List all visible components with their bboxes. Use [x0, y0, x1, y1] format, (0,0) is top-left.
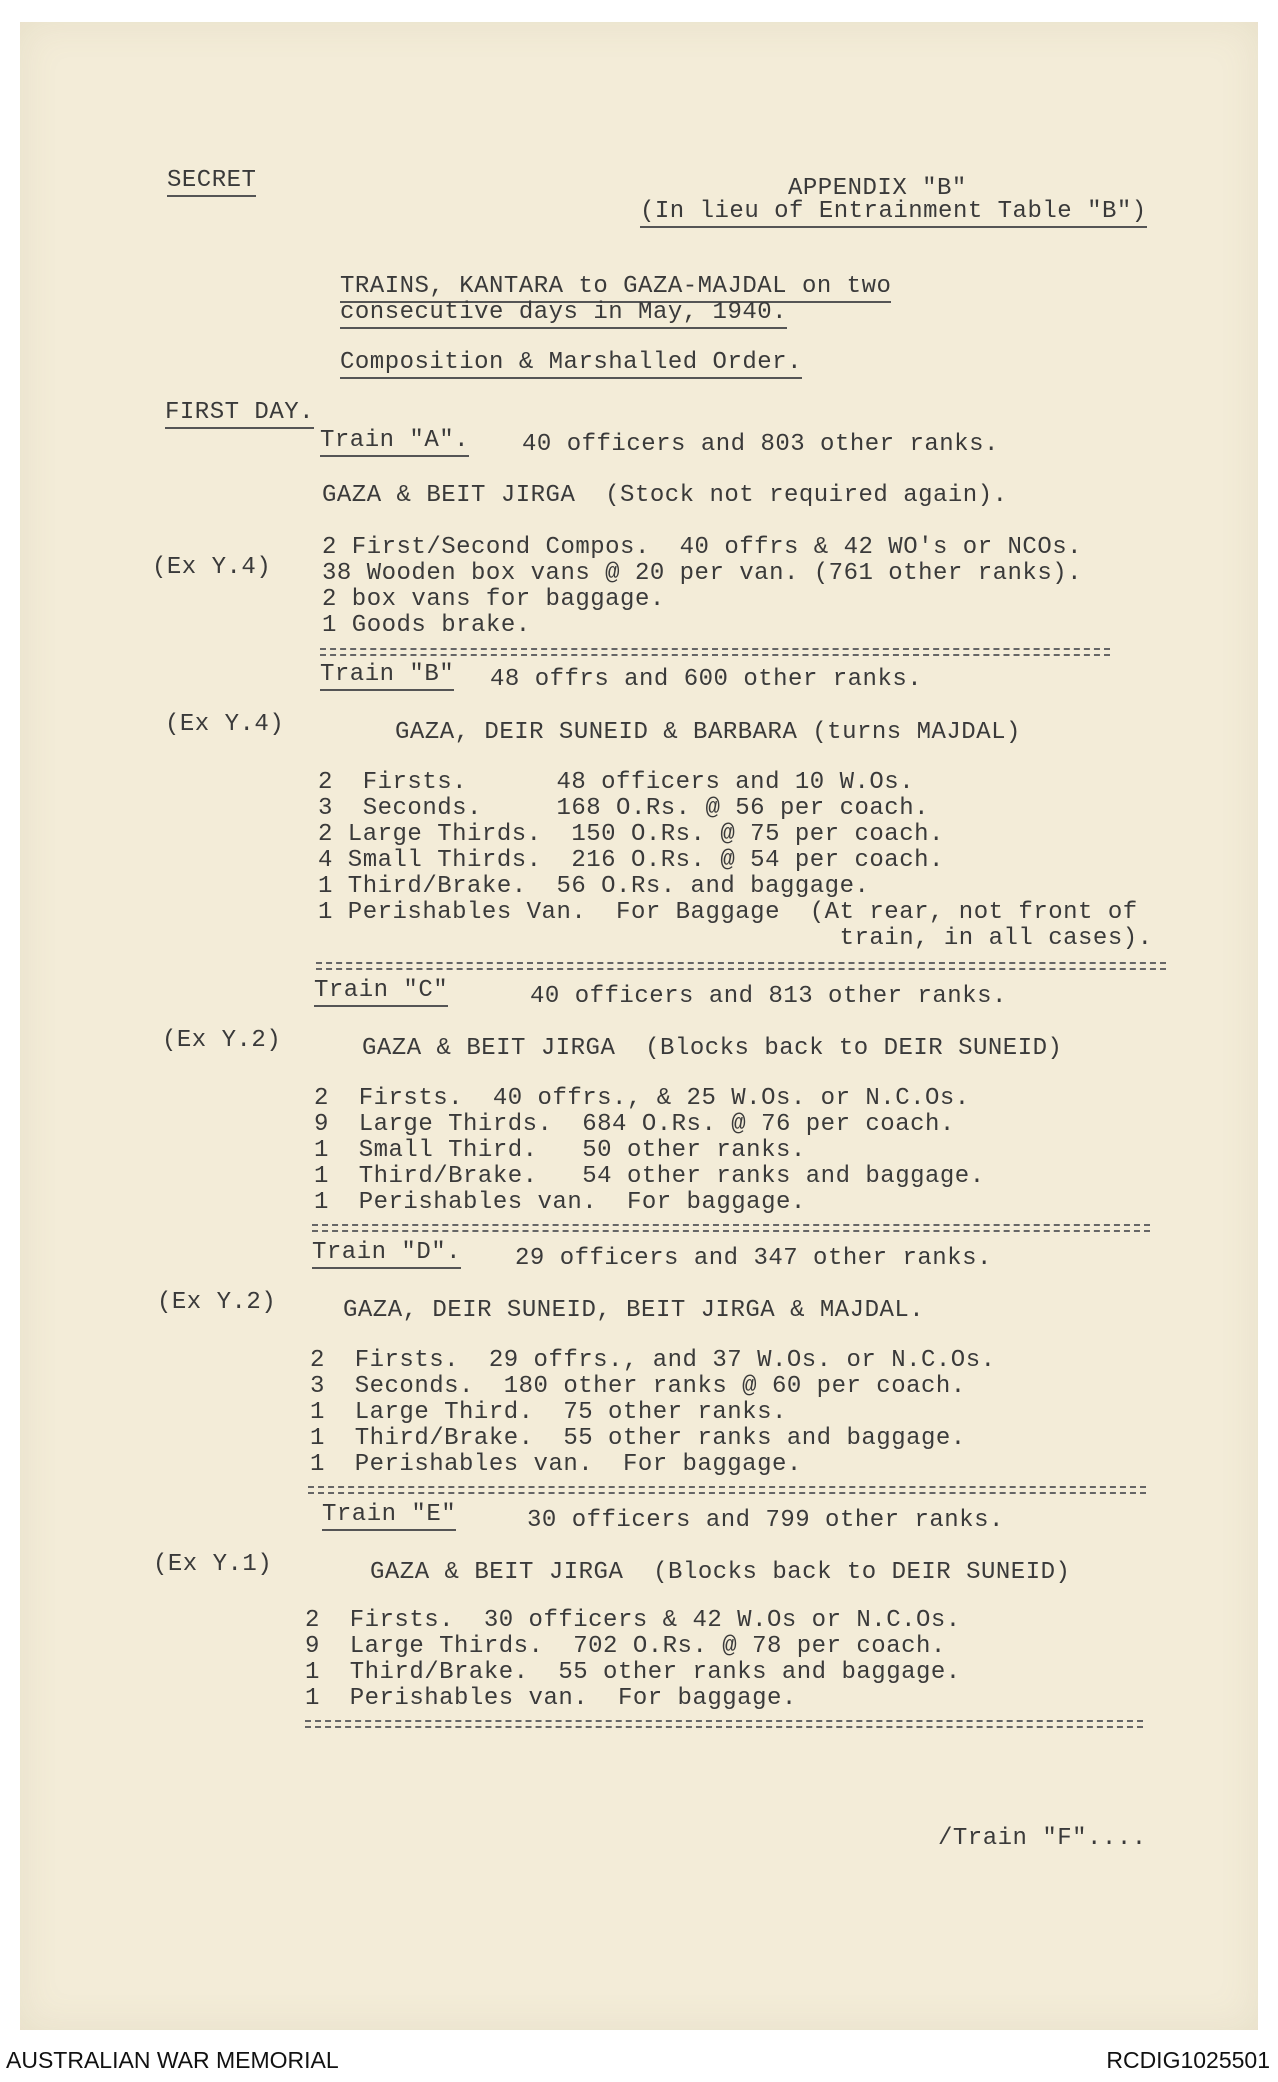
- train-b-line: 4 Small Thirds. 216 O.Rs. @ 54 per coach.: [318, 847, 944, 874]
- train-b-line: train, in all cases).: [318, 925, 1153, 952]
- train-d-heading: Train "D".: [312, 1240, 461, 1269]
- title-line-1: TRAINS, KANTARA to GAZA-MAJDAL on two: [340, 274, 891, 303]
- train-b-line: 3 Seconds. 168 O.Rs. @ 56 per coach.: [318, 795, 929, 822]
- train-b-line: 2 Large Thirds. 150 O.Rs. @ 75 per coach.: [318, 821, 944, 848]
- train-a-line: 2 First/Second Compos. 40 offrs & 42 WO's or NCOs.: [322, 534, 1083, 561]
- train-d-summary: 29 officers and 347 other ranks.: [515, 1245, 992, 1272]
- footer-id: RCDIG1025501: [1106, 2047, 1270, 2073]
- train-a-route: GAZA & BEIT JIRGA (Stock not required again).: [322, 482, 1008, 509]
- composition-heading: Composition & Marshalled Order.: [340, 350, 802, 379]
- footer-source: AUSTRALIAN WAR MEMORIAL: [6, 2047, 339, 2073]
- train-d-ex: (Ex Y.2): [157, 1289, 277, 1316]
- train-a-summary: 40 officers and 803 other ranks.: [522, 431, 999, 458]
- train-a-ex: (Ex Y.4): [152, 554, 272, 581]
- train-c-line: 9 Large Thirds. 684 O.Rs. @ 76 per coach.: [314, 1111, 955, 1138]
- train-c-line: 1 Perishables van. For baggage.: [314, 1189, 806, 1216]
- train-e-line: 1 Perishables van. For baggage.: [305, 1685, 797, 1712]
- train-e-line: 9 Large Thirds. 702 O.Rs. @ 78 per coach.: [305, 1633, 946, 1660]
- train-e-ex: (Ex Y.1): [153, 1551, 273, 1578]
- divider: [316, 962, 1166, 970]
- divider: [320, 648, 1110, 656]
- train-b-summary: 48 offrs and 600 other ranks.: [490, 666, 923, 693]
- train-c-line: 2 Firsts. 40 offrs., & 25 W.Os. or N.C.Os.: [314, 1085, 970, 1112]
- train-b-route: GAZA, DEIR SUNEID & BARBARA (turns MAJDAL): [395, 719, 1021, 746]
- train-d-line: 1 Perishables van. For baggage.: [310, 1451, 802, 1478]
- train-b-heading: Train "B": [320, 662, 454, 691]
- train-e-line: 2 Firsts. 30 officers & 42 W.Os or N.C.Os.: [305, 1607, 961, 1634]
- train-a-line: 38 Wooden box vans @ 20 per van. (761 other ranks).: [322, 560, 1083, 587]
- train-c-line: 1 Third/Brake. 54 other ranks and baggage.: [314, 1163, 985, 1190]
- train-c-summary: 40 officers and 813 other ranks.: [530, 983, 1007, 1010]
- appendix-label: APPENDIX "B": [788, 175, 967, 202]
- train-c-heading: Train "C": [314, 978, 448, 1007]
- divider: [312, 1224, 1150, 1232]
- train-d-route: GAZA, DEIR SUNEID, BEIT JIRGA & MAJDAL.: [343, 1297, 925, 1324]
- divider: [308, 1486, 1146, 1494]
- train-e-heading: Train "E": [322, 1502, 456, 1531]
- train-c-route: GAZA & BEIT JIRGA (Blocks back to DEIR SUNEID): [362, 1035, 1063, 1062]
- train-a-line: 2 box vans for baggage.: [322, 586, 665, 613]
- divider: [305, 1720, 1143, 1728]
- in-lieu-note: (In lieu of Entrainment Table "B"): [640, 199, 1147, 228]
- title-line-2: consecutive days in May, 1940.: [340, 300, 787, 329]
- train-c-ex: (Ex Y.2): [162, 1027, 282, 1054]
- train-a-line: 1 Goods brake.: [322, 612, 531, 639]
- continued-note: /Train "F"....: [938, 1825, 1147, 1852]
- train-a-heading: Train "A".: [320, 428, 469, 457]
- train-d-line: 2 Firsts. 29 offrs., and 37 W.Os. or N.C.Os.: [310, 1347, 996, 1374]
- train-b-line: 1 Third/Brake. 56 O.Rs. and baggage.: [318, 873, 870, 900]
- first-day-heading: FIRST DAY.: [165, 400, 314, 429]
- train-c-line: 1 Small Third. 50 other ranks.: [314, 1137, 806, 1164]
- train-d-line: 1 Large Third. 75 other ranks.: [310, 1399, 787, 1426]
- train-e-line: 1 Third/Brake. 55 other ranks and baggage.: [305, 1659, 961, 1686]
- train-e-summary: 30 officers and 799 other ranks.: [527, 1507, 1004, 1534]
- train-b-line: 1 Perishables Van. For Baggage (At rear, not front of: [318, 899, 1138, 926]
- train-b-ex: (Ex Y.4): [165, 711, 285, 738]
- secret-label: SECRET: [167, 168, 256, 197]
- train-b-line: 2 Firsts. 48 officers and 10 W.Os.: [318, 769, 915, 796]
- train-d-line: 1 Third/Brake. 55 other ranks and baggage.: [310, 1425, 966, 1452]
- train-e-route: GAZA & BEIT JIRGA (Blocks back to DEIR SUNEID): [370, 1559, 1071, 1586]
- train-d-line: 3 Seconds. 180 other ranks @ 60 per coach.: [310, 1373, 966, 1400]
